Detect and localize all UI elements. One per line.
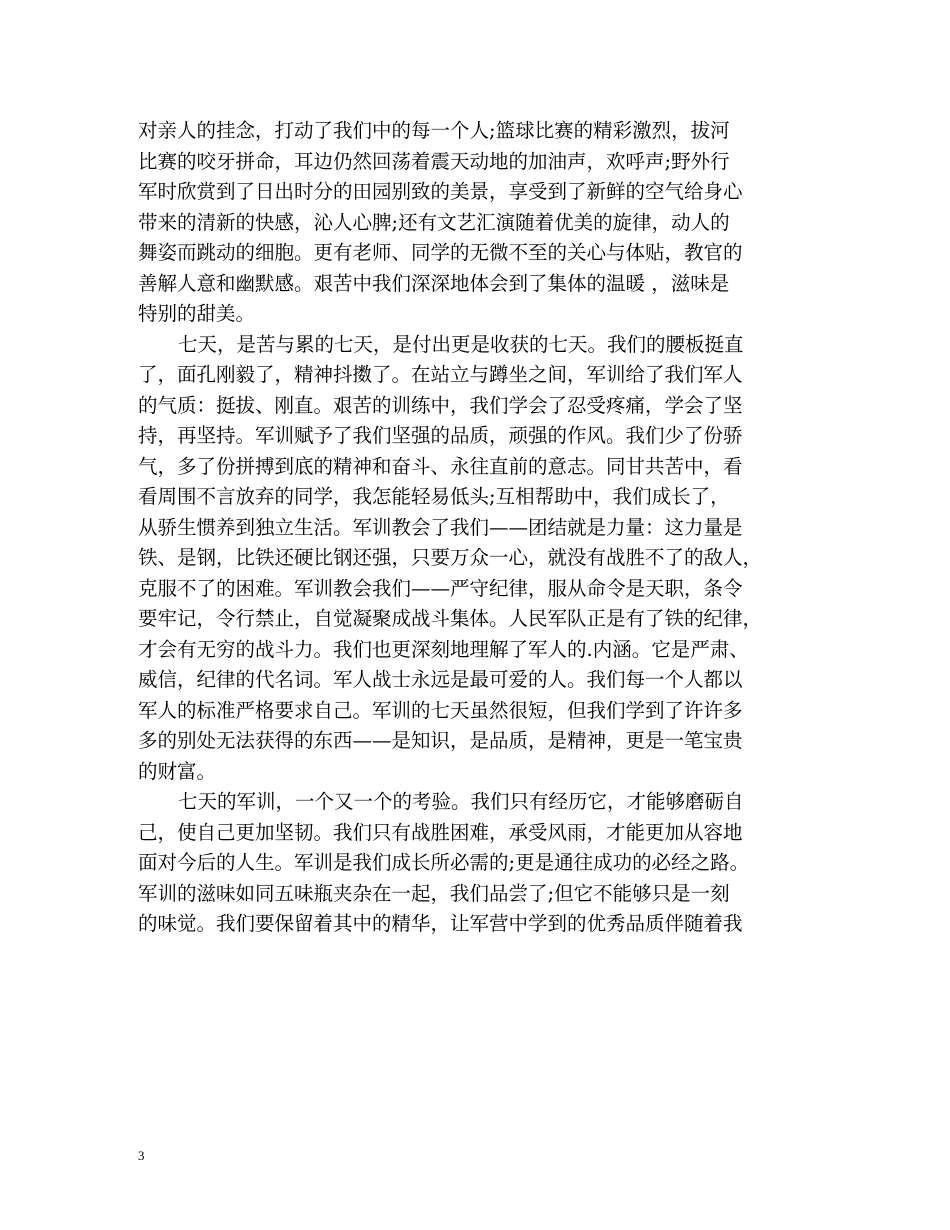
text-line: 从骄生惯养到独立生活。军训教会了我们——团结就是力量：这力量是 [138,515,743,539]
text-line: 才会有无穷的战斗力。我们也更深刻地理解了军人的.内涵。它是严肃、 [138,637,749,661]
text-line: 善解人意和幽默感。艰苦中我们深深地体会到了集体的温暖 ，滋味是 [138,271,730,295]
text-line: 的味觉。我们要保留着其中的精华，让军营中学到的优秀品质伴随着我 [138,912,743,935]
text-line: 带来的清新的快感，沁人心脾;还有文艺汇演随着优美的旋律，动人的 [138,210,730,234]
text-line: 的财富。 [138,759,217,783]
text-line: 己，使自己更加坚韧。我们只有战胜困难，承受风雨，才能更加从容地 [138,820,743,844]
paragraph-first-line: 七天的军训，一个又一个的考验。我们只有经历它，才能够磨砺自 [178,790,744,813]
text-line: 多的别处无法获得的东西——是知识，是品质，是精神，更是一笔宝贵 [138,729,743,752]
text-line: 比赛的咬牙拼命，耳边仍然回荡着震天动地的加油声，欢呼声;野外行 [138,149,730,173]
text-line: 的气质：挺拔、刚直。艰苦的训练中，我们学会了忍受疼痛，学会了坚 [138,393,743,417]
paragraph-first-line: 七天，是苦与累的七天，是付出更是收获的七天。我们的腰板挺直 [178,332,744,356]
text-line: 看周围不言放弃的同学，我怎能轻易低头;互相帮助中，我们成长了， [138,485,730,508]
text-line: 要牢记，令行禁止，自觉凝聚成战斗集体。人民军队正是有了铁的纪律， [138,607,763,630]
text-line: 了，面孔刚毅了，精神抖擞了。在站立与蹲坐之间，军训给了我们军人 [138,363,743,386]
text-line: 克服不了的困难。军训教会我们——严守纪律，服从命令是天职，条令 [138,576,743,600]
text-line: 铁、是钢，比铁还硬比钢还强，只要万众一心，就没有战胜不了的敌人， [138,546,763,569]
text-line: 舞姿而跳动的细胞。更有老师、同学的无微不至的关心与体贴，教官的 [138,241,743,264]
text-line: 对亲人的挂念，打动了我们中的每一个人;篮球比赛的精彩激烈，拔河 [138,119,730,142]
text-line: 持，再坚持。军训赋予了我们坚强的品质，顽强的作风。我们少了份骄 [138,424,743,447]
text-line: 面对今后的人生。军训是我们成长所必需的;更是通往成功的必经之路。 [138,851,750,874]
text-line: 军训的滋味如同五味瓶夹杂在一起，我们品尝了;但它不能够只是一刻 [138,881,730,905]
text-line: 特别的甜美。 [138,302,256,325]
text-line: 军人的标准严格要求自己。军训的七天虽然很短，但我们学到了许许多 [138,698,743,722]
text-line: 威信，纪律的代名词。军人战士永远是最可爱的人。我们每一个人都以 [138,668,743,691]
page-number: 3 [138,1148,145,1163]
body-text [138,116,818,940]
text-line: 气，多了份拼搏到底的精神和奋斗、永往直前的意志。同甘共苦中，看 [138,454,743,478]
text-line: 军时欣赏到了日出时分的田园别致的美景，享受到了新鲜的空气给身心 [138,180,743,203]
